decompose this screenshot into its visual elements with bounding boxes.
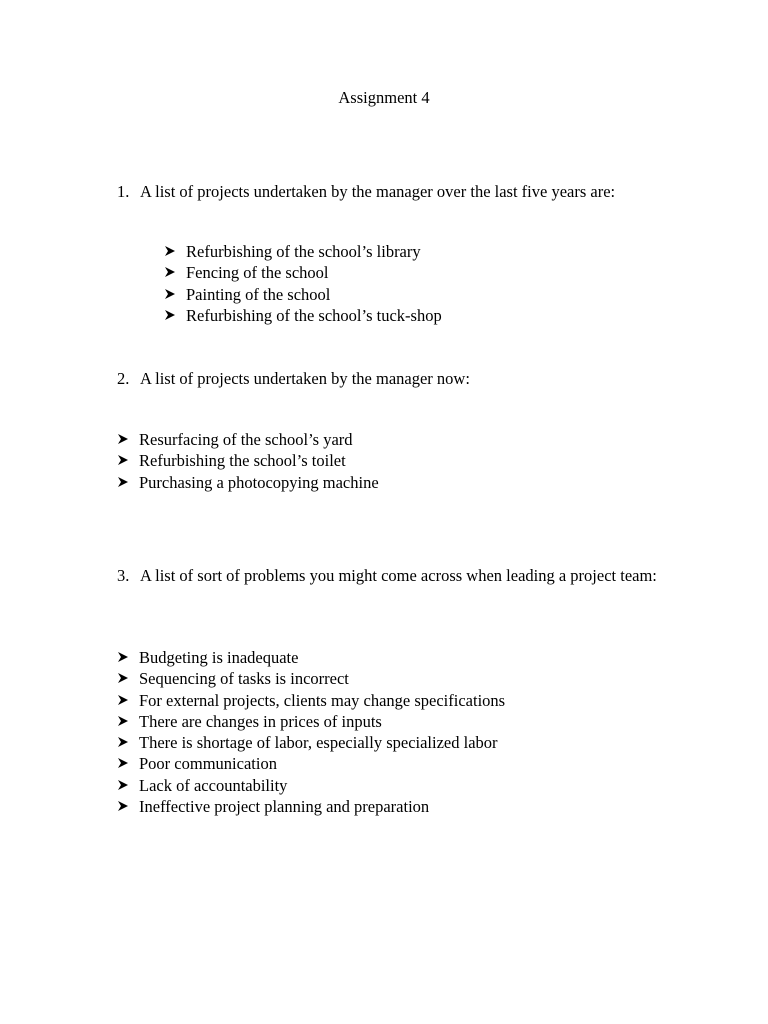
question-1	[117, 181, 677, 202]
list-item	[117, 668, 505, 689]
arrowhead-bullet-icon	[164, 288, 176, 300]
list-item	[117, 732, 505, 753]
list-item	[117, 711, 505, 732]
list-item-text: Ineffective project planning and preparation	[139, 797, 430, 817]
list-item	[164, 284, 442, 305]
list-item-text: There is shortage of labor, especially specialized labor	[139, 733, 498, 753]
list-item-text: Resurfacing of the school’s yard	[139, 430, 353, 449]
list-item-text: Poor communication	[139, 754, 277, 774]
arrowhead-bullet-icon	[117, 651, 129, 663]
list-item	[164, 262, 442, 283]
arrowhead-bullet-icon	[117, 694, 129, 706]
question-number: 3.	[117, 566, 130, 585]
arrowhead-bullet-icon	[117, 779, 129, 791]
list-item	[117, 450, 379, 471]
list-item-text: Purchasing a photocopying machine	[139, 472, 379, 492]
arrowhead-bullet-icon	[117, 715, 129, 727]
list-item-text: Lack of accountability	[139, 775, 288, 795]
list-item-text: Refurbishing of the school’s library	[186, 242, 421, 261]
problem-list	[117, 647, 505, 817]
list-item	[117, 775, 505, 796]
list-item-text: There are changes in prices of inputs	[139, 711, 382, 731]
document-title: Assignment 4	[338, 88, 430, 107]
question-text: A list of sort of problems you might come across when leading a project team:	[140, 566, 657, 585]
arrowhead-bullet-icon	[117, 433, 129, 445]
arrowhead-bullet-icon	[164, 266, 176, 278]
arrowhead-bullet-icon	[117, 454, 129, 466]
arrowhead-bullet-icon	[164, 309, 176, 321]
list-item-text: Sequencing of tasks is incorrect	[139, 669, 349, 689]
arrowhead-bullet-icon	[117, 476, 129, 488]
list-item	[117, 753, 505, 774]
list-item-text: Refurbishing of the school’s tuck-shop	[186, 305, 442, 325]
project-list-current	[117, 429, 379, 493]
question-2	[117, 368, 677, 389]
question-3	[117, 565, 677, 586]
list-item	[117, 796, 505, 817]
list-item	[117, 429, 379, 450]
list-item	[117, 472, 379, 493]
arrowhead-bullet-icon	[117, 800, 129, 812]
arrowhead-bullet-icon	[117, 736, 129, 748]
list-item	[117, 647, 505, 668]
question-number: 1.	[117, 182, 130, 201]
list-item	[164, 241, 442, 262]
list-item	[117, 690, 505, 711]
list-item	[164, 305, 442, 326]
list-item-text: Budgeting is inadequate	[139, 648, 299, 667]
list-item-text: Refurbishing the school’s toilet	[139, 451, 346, 471]
list-item-text: Painting of the school	[186, 284, 331, 304]
question-text: A list of projects undertaken by the manager over the last five years are:	[140, 182, 616, 201]
arrowhead-bullet-icon	[117, 757, 129, 769]
question-text: A list of projects undertaken by the manager now:	[140, 369, 470, 388]
list-item-text: For external projects, clients may change specifications	[139, 690, 506, 710]
arrowhead-bullet-icon	[164, 245, 176, 257]
question-number: 2.	[117, 369, 130, 388]
project-list-past	[164, 241, 442, 326]
list-item-text: Fencing of the school	[186, 263, 329, 283]
arrowhead-bullet-icon	[117, 672, 129, 684]
